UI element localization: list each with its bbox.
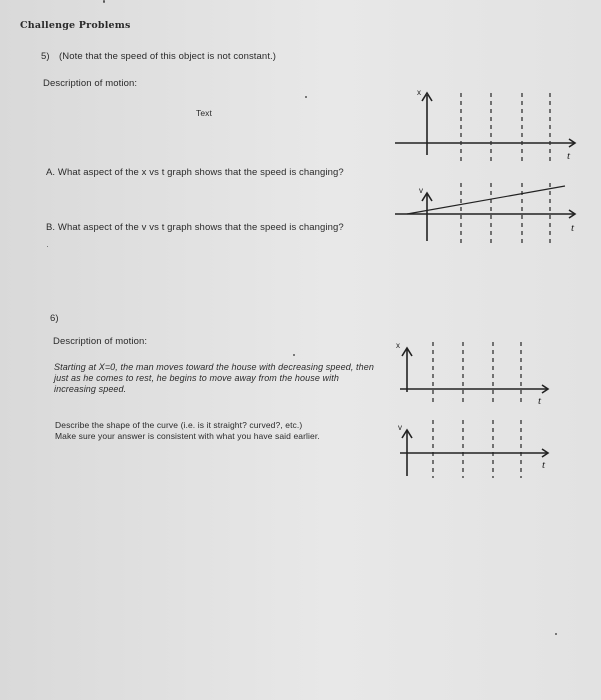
problem-5-note: (Note that the speed of this object is not constant.) [59,51,277,62]
page-title: Challenge Problems [20,20,131,31]
graph-x-axis-label: t [567,150,571,162]
problem-6-description: Starting at X=0, the man moves toward the house with decreasing speed, then just as he comes to rest, he begins to move away from the house with increasing speed. [54,362,374,394]
graph-y-axis-label: x [417,88,421,97]
paper-speck [293,354,295,356]
question-b: B. What aspect of the v vs t graph shows that the speed is changing? [46,222,344,233]
instruction-shape: Describe the shape of the curve (i.e. is it straight? curved?, etc.) [55,420,303,430]
text-placeholder: Text [196,108,212,118]
paper-speck [47,246,48,247]
problem-5-x-vs-t-graph [395,85,585,165]
instruction-consistency: Make sure your answer is consistent with what you have said earlier. [55,431,320,441]
problem-5-number: 5) [41,51,50,62]
problem-6-x-vs-t-graph [392,336,557,416]
question-a: A. What aspect of the x vs t graph shows that the speed is changing? [46,167,344,178]
problem-5-description-label: Description of motion: [43,78,138,89]
graph-y-axis-label: v [398,423,402,432]
graph-x-axis-label: t [571,222,575,234]
problem-6-description-label: Description of motion: [53,336,148,347]
paper-speck [103,0,105,3]
problem-5-v-vs-t-graph [395,183,585,258]
graph-x-axis-label: t [542,459,546,471]
graph-y-axis-label: x [396,341,400,350]
paper-speck [305,96,307,98]
paper-speck [555,633,557,635]
graph-x-axis-label: t [538,395,542,407]
problem-6-number: 6) [50,313,59,324]
problem-6-v-vs-t-graph [392,420,557,485]
graph-y-axis-label: v [419,186,423,195]
